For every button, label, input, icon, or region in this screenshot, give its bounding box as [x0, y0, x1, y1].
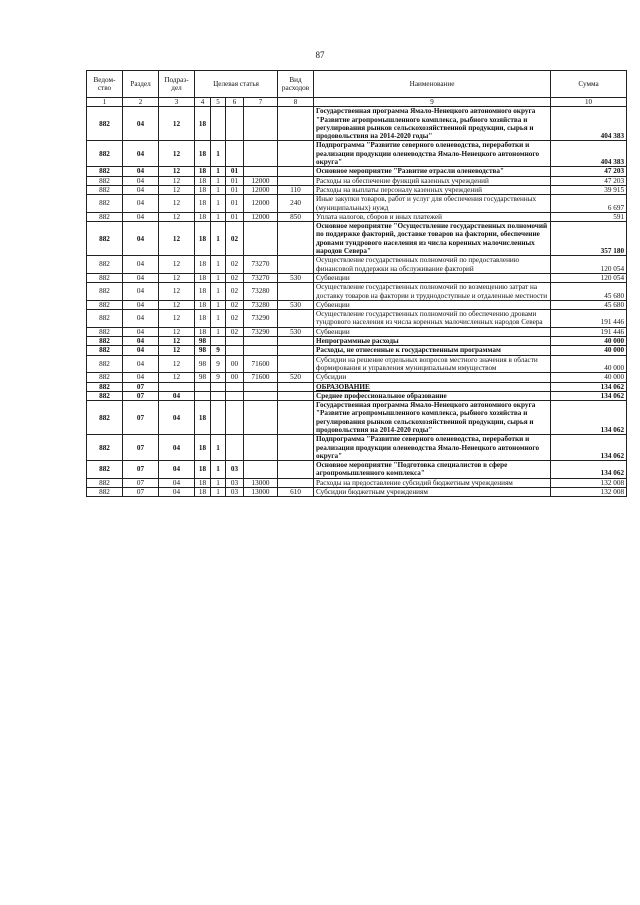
subprogram-code-cell: 1: [211, 195, 226, 213]
name-cell: Основное мероприятие "Развитие отрасли оленеводства": [314, 167, 551, 176]
expense-type-cell: 850: [278, 212, 314, 221]
column-number: 5: [211, 98, 226, 107]
direction-code-cell: 71600: [244, 373, 278, 382]
amount-cell: 191 446: [551, 310, 627, 328]
subprogram-code-cell: [211, 401, 226, 435]
podrazdel-cell: 12: [159, 195, 195, 213]
razdel-cell: 04: [123, 327, 159, 336]
amount-cell: 191 446: [551, 327, 627, 336]
podrazdel-cell: 12: [159, 167, 195, 176]
table-row: [87, 310, 627, 328]
direction-code-cell: 71600: [244, 355, 278, 373]
direction-code-cell: 12000: [244, 176, 278, 185]
subprogram-code-cell: [211, 107, 226, 141]
expense-type-cell: [278, 435, 314, 461]
expense-type-cell: [278, 337, 314, 346]
expense-type-cell: 110: [278, 185, 314, 194]
razdel-cell: 04: [123, 195, 159, 213]
name-cell: Государственная программа Ямало-Ненецкого автономного округа "Развитие агропромышленного комплекса, рыбного хозяйства и регулирования рынков сельскохозяйственной продукции, сырья и продовольствия на 2014-2020 годы": [314, 107, 551, 141]
activity-code-cell: 01: [226, 212, 244, 221]
amount-cell: 40 000: [551, 346, 627, 355]
direction-code-cell: [244, 461, 278, 479]
vedomstvo-cell: 882: [87, 435, 123, 461]
vedomstvo-cell: 882: [87, 488, 123, 497]
activity-code-cell: [226, 346, 244, 355]
direction-code-cell: [244, 435, 278, 461]
name-cell: Государственная программа Ямало-Ненецкого автономного округа "Развитие агропромышленного комплекса, рыбного хозяйства и регулирования рынков сельскохозяйственной продукции, сырья и продовольствия на 2014-2020 годы": [314, 401, 551, 435]
expense-type-cell: 240: [278, 195, 314, 213]
activity-code-cell: [226, 107, 244, 141]
expense-type-cell: [278, 478, 314, 487]
table-row: [87, 327, 627, 336]
table-row: [87, 273, 627, 282]
expense-type-cell: 610: [278, 488, 314, 497]
name-cell: Среднее профессиональное образование: [314, 391, 551, 400]
expense-type-cell: [278, 401, 314, 435]
table-row: [87, 212, 627, 221]
vedomstvo-cell: 882: [87, 401, 123, 435]
subprogram-code-cell: [211, 337, 226, 346]
amount-cell: 404 383: [551, 107, 627, 141]
razdel-cell: 07: [123, 382, 159, 391]
expense-type-cell: [278, 310, 314, 328]
activity-code-cell: 03: [226, 461, 244, 479]
razdel-cell: 04: [123, 222, 159, 256]
amount-cell: 120 054: [551, 256, 627, 274]
expense-type-cell: [278, 256, 314, 274]
program-code-cell: [195, 391, 211, 400]
budget-table: [86, 70, 627, 497]
razdel-cell: 07: [123, 435, 159, 461]
razdel-cell: 07: [123, 461, 159, 479]
podrazdel-cell: 12: [159, 300, 195, 309]
razdel-cell: 04: [123, 176, 159, 185]
podrazdel-cell: 04: [159, 488, 195, 497]
activity-code-cell: 01: [226, 167, 244, 176]
table-row: [87, 478, 627, 487]
direction-code-cell: 13000: [244, 488, 278, 497]
podrazdel-cell: [159, 382, 195, 391]
name-cell: Основное мероприятие "Осуществление государственных полномочий по поддержке факторий, доставке товаров на фактории, обеспечение дровами тундрового населения из числа коренных малочисленных народов Севера": [314, 222, 551, 256]
subprogram-code-cell: 1: [211, 327, 226, 336]
program-code-cell: 18: [195, 141, 211, 167]
direction-code-cell: 73270: [244, 256, 278, 274]
subprogram-code-cell: 1: [211, 256, 226, 274]
subprogram-code-cell: 1: [211, 141, 226, 167]
razdel-cell: 04: [123, 373, 159, 382]
name-cell: Иные закупки товаров, работ и услуг для обеспечения государственных (муниципальных) нужд: [314, 195, 551, 213]
amount-cell: 39 915: [551, 185, 627, 194]
direction-code-cell: 73270: [244, 273, 278, 282]
subprogram-code-cell: [211, 391, 226, 400]
activity-code-cell: 03: [226, 488, 244, 497]
subprogram-code-cell: 1: [211, 176, 226, 185]
activity-code-cell: 00: [226, 355, 244, 373]
program-code-cell: 98: [195, 355, 211, 373]
activity-code-cell: 02: [226, 310, 244, 328]
name-cell: Субвенции: [314, 327, 551, 336]
header-razdel: Раздел: [123, 71, 159, 98]
vedomstvo-cell: 882: [87, 195, 123, 213]
expense-type-cell: [278, 346, 314, 355]
name-cell: Основное мероприятие "Подготовка специалистов в сфере агропромышленного комплекса": [314, 461, 551, 479]
razdel-cell: 04: [123, 212, 159, 221]
program-code-cell: 18: [195, 478, 211, 487]
subprogram-code-cell: 1: [211, 283, 226, 301]
expense-type-cell: [278, 355, 314, 373]
program-code-cell: 18: [195, 195, 211, 213]
subprogram-code-cell: 1: [211, 185, 226, 194]
program-code-cell: 98: [195, 346, 211, 355]
name-cell: ОБРАЗОВАНИЕ: [314, 382, 551, 391]
activity-code-cell: [226, 141, 244, 167]
vedomstvo-cell: 882: [87, 478, 123, 487]
vedomstvo-cell: 882: [87, 355, 123, 373]
expense-type-cell: 520: [278, 373, 314, 382]
amount-cell: 404 383: [551, 141, 627, 167]
activity-code-cell: 01: [226, 195, 244, 213]
podrazdel-cell: 12: [159, 355, 195, 373]
table-row: [87, 141, 627, 167]
razdel-cell: 07: [123, 401, 159, 435]
column-number: 3: [159, 98, 195, 107]
razdel-cell: 04: [123, 107, 159, 141]
razdel-cell: 04: [123, 283, 159, 301]
name-cell: Субсидии: [314, 373, 551, 382]
table-row: [87, 107, 627, 141]
razdel-cell: 07: [123, 478, 159, 487]
expense-type-cell: [278, 382, 314, 391]
direction-code-cell: 73280: [244, 283, 278, 301]
table-row: [87, 488, 627, 497]
vedomstvo-cell: 882: [87, 337, 123, 346]
amount-cell: 134 062: [551, 391, 627, 400]
amount-cell: 134 062: [551, 435, 627, 461]
amount-cell: 45 680: [551, 300, 627, 309]
razdel-cell: 04: [123, 337, 159, 346]
direction-code-cell: 12000: [244, 185, 278, 194]
program-code-cell: 18: [195, 488, 211, 497]
column-number: 6: [226, 98, 244, 107]
column-number: 1: [87, 98, 123, 107]
amount-cell: 120 054: [551, 273, 627, 282]
activity-code-cell: 02: [226, 273, 244, 282]
amount-cell: 47 203: [551, 176, 627, 185]
name-cell: Субвенции: [314, 273, 551, 282]
name-cell: Расходы на предоставление субсидий бюджетным учреждениям: [314, 478, 551, 487]
razdel-cell: 04: [123, 256, 159, 274]
table-row: [87, 337, 627, 346]
activity-code-cell: 02: [226, 327, 244, 336]
name-cell: Субсидии бюджетным учреждениям: [314, 488, 551, 497]
subprogram-code-cell: 1: [211, 212, 226, 221]
table-row: [87, 167, 627, 176]
amount-cell: 591: [551, 212, 627, 221]
table-row: [87, 256, 627, 274]
direction-code-cell: [244, 141, 278, 167]
activity-code-cell: 02: [226, 222, 244, 256]
page-number: 87: [315, 50, 325, 60]
vedomstvo-cell: 882: [87, 391, 123, 400]
expense-type-cell: [278, 222, 314, 256]
vedomstvo-cell: 882: [87, 300, 123, 309]
podrazdel-cell: 12: [159, 222, 195, 256]
podrazdel-cell: 12: [159, 283, 195, 301]
name-cell: Непрограммные расходы: [314, 337, 551, 346]
program-code-cell: 18: [195, 256, 211, 274]
table-row: [87, 391, 627, 400]
header-vedomstvo: Ведом-ство: [87, 71, 123, 98]
razdel-cell: 04: [123, 273, 159, 282]
razdel-cell: 04: [123, 310, 159, 328]
column-number: 8: [278, 98, 314, 107]
expense-type-cell: [278, 283, 314, 301]
subprogram-code-cell: 9: [211, 355, 226, 373]
podrazdel-cell: 12: [159, 373, 195, 382]
razdel-cell: 04: [123, 355, 159, 373]
podrazdel-cell: 12: [159, 273, 195, 282]
direction-code-cell: 13000: [244, 478, 278, 487]
amount-cell: 6 697: [551, 195, 627, 213]
subprogram-code-cell: 1: [211, 222, 226, 256]
vedomstvo-cell: 882: [87, 346, 123, 355]
razdel-cell: 04: [123, 346, 159, 355]
name-cell: Уплата налогов, сборов и иных платежей: [314, 212, 551, 221]
podrazdel-cell: 04: [159, 401, 195, 435]
razdel-cell: 04: [123, 185, 159, 194]
vedomstvo-cell: 882: [87, 461, 123, 479]
direction-code-cell: [244, 107, 278, 141]
amount-cell: 40 000: [551, 355, 627, 373]
program-code-cell: 18: [195, 327, 211, 336]
activity-code-cell: [226, 337, 244, 346]
name-cell: Расходы на выплаты персоналу казенных учреждений: [314, 185, 551, 194]
header-naimenovanie: Наименование: [314, 71, 551, 98]
subprogram-code-cell: 1: [211, 273, 226, 282]
podrazdel-cell: 12: [159, 141, 195, 167]
vedomstvo-cell: 882: [87, 107, 123, 141]
header-vid-rashodov: Вид расходов: [278, 71, 314, 98]
name-cell: Расходы на обеспечение функций казенных учреждений: [314, 176, 551, 185]
activity-code-cell: 02: [226, 300, 244, 309]
vedomstvo-cell: 882: [87, 283, 123, 301]
vedomstvo-cell: 882: [87, 176, 123, 185]
amount-cell: 134 062: [551, 461, 627, 479]
amount-cell: 40 000: [551, 337, 627, 346]
direction-code-cell: [244, 401, 278, 435]
table-row: [87, 195, 627, 213]
column-number-row: [87, 98, 627, 107]
expense-type-cell: [278, 176, 314, 185]
subprogram-code-cell: 9: [211, 373, 226, 382]
program-code-cell: 18: [195, 167, 211, 176]
subprogram-code-cell: 1: [211, 478, 226, 487]
podrazdel-cell: 12: [159, 256, 195, 274]
vedomstvo-cell: 882: [87, 327, 123, 336]
direction-code-cell: [244, 167, 278, 176]
program-code-cell: 18: [195, 107, 211, 141]
amount-cell: 132 008: [551, 478, 627, 487]
activity-code-cell: [226, 382, 244, 391]
razdel-cell: 07: [123, 391, 159, 400]
name-cell: Субсидии на решение отдельных вопросов местного значения в области формирования и управления муниципальным имуществом: [314, 355, 551, 373]
podrazdel-cell: 12: [159, 176, 195, 185]
program-code-cell: 18: [195, 300, 211, 309]
column-number: 2: [123, 98, 159, 107]
vedomstvo-cell: 882: [87, 222, 123, 256]
subprogram-code-cell: 1: [211, 461, 226, 479]
activity-code-cell: 00: [226, 373, 244, 382]
podrazdel-cell: 04: [159, 461, 195, 479]
subprogram-code-cell: 1: [211, 310, 226, 328]
column-number: 4: [195, 98, 211, 107]
column-number: 7: [244, 98, 278, 107]
direction-code-cell: [244, 346, 278, 355]
podrazdel-cell: 12: [159, 337, 195, 346]
amount-cell: 45 680: [551, 283, 627, 301]
direction-code-cell: 12000: [244, 195, 278, 213]
podrazdel-cell: 12: [159, 327, 195, 336]
direction-code-cell: [244, 382, 278, 391]
podrazdel-cell: 12: [159, 346, 195, 355]
name-cell: Осуществление государственных полномочий по предоставлению финансовой поддержки на обслуживание факторий: [314, 256, 551, 274]
activity-code-cell: 01: [226, 185, 244, 194]
name-cell: Подпрограмма "Развитие северного оленеводства, переработки и реализации продукции оленеводства Ямало-Ненецкого автономного округа": [314, 141, 551, 167]
table-row: [87, 222, 627, 256]
name-cell: Осуществление государственных полномочий по возмещению затрат на доставку товаров на фактории и труднодоступные и отдаленные местности: [314, 283, 551, 301]
program-code-cell: 98: [195, 373, 211, 382]
expense-type-cell: 530: [278, 327, 314, 336]
direction-code-cell: [244, 337, 278, 346]
table-row: [87, 435, 627, 461]
table-row: [87, 373, 627, 382]
expense-type-cell: [278, 167, 314, 176]
subprogram-code-cell: 9: [211, 346, 226, 355]
podrazdel-cell: 12: [159, 107, 195, 141]
direction-code-cell: [244, 222, 278, 256]
name-cell: Расходы, не отнесенные к государственным программам: [314, 346, 551, 355]
amount-cell: 134 062: [551, 382, 627, 391]
expense-type-cell: [278, 107, 314, 141]
vedomstvo-cell: 882: [87, 273, 123, 282]
razdel-cell: 04: [123, 167, 159, 176]
table-row: [87, 461, 627, 479]
vedomstvo-cell: 882: [87, 185, 123, 194]
razdel-cell: 04: [123, 141, 159, 167]
table-row: [87, 401, 627, 435]
header-celevaya-statya: Целевая статья: [195, 71, 278, 98]
direction-code-cell: [244, 391, 278, 400]
subprogram-code-cell: 1: [211, 488, 226, 497]
table-row: [87, 185, 627, 194]
amount-cell: 132 008: [551, 488, 627, 497]
column-number: 9: [314, 98, 551, 107]
amount-cell: 40 000: [551, 373, 627, 382]
program-code-cell: 18: [195, 212, 211, 221]
podrazdel-cell: 12: [159, 185, 195, 194]
expense-type-cell: 530: [278, 273, 314, 282]
header-summa: Сумма: [551, 71, 627, 98]
name-cell: Подпрограмма "Развитие северного оленеводства, переработки и реализации продукции оленеводства Ямало-Ненецкого автономного округа": [314, 435, 551, 461]
razdel-cell: 04: [123, 300, 159, 309]
column-number: 10: [551, 98, 627, 107]
expense-type-cell: [278, 391, 314, 400]
program-code-cell: 18: [195, 283, 211, 301]
header-podrazdel: Подраз-дел: [159, 71, 195, 98]
subprogram-code-cell: 1: [211, 435, 226, 461]
program-code-cell: 18: [195, 310, 211, 328]
direction-code-cell: 73280: [244, 300, 278, 309]
table-row: [87, 176, 627, 185]
activity-code-cell: 03: [226, 478, 244, 487]
expense-type-cell: 530: [278, 300, 314, 309]
amount-cell: 47 203: [551, 167, 627, 176]
direction-code-cell: 12000: [244, 212, 278, 221]
amount-cell: 357 180: [551, 222, 627, 256]
amount-cell: 134 062: [551, 401, 627, 435]
program-code-cell: 18: [195, 222, 211, 256]
vedomstvo-cell: 882: [87, 212, 123, 221]
table-row: [87, 300, 627, 309]
name-cell: Осуществление государственных полномочий по обеспечению дровами тундрового населения из числа коренных малочисленных народов Севера: [314, 310, 551, 328]
header-row: [87, 71, 627, 98]
subprogram-code-cell: 1: [211, 300, 226, 309]
subprogram-code-cell: 1: [211, 167, 226, 176]
table-row: [87, 346, 627, 355]
activity-code-cell: 01: [226, 176, 244, 185]
program-code-cell: [195, 382, 211, 391]
table-row: [87, 283, 627, 301]
vedomstvo-cell: 882: [87, 167, 123, 176]
program-code-cell: 18: [195, 401, 211, 435]
vedomstvo-cell: 882: [87, 141, 123, 167]
podrazdel-cell: 12: [159, 310, 195, 328]
activity-code-cell: 02: [226, 256, 244, 274]
direction-code-cell: 73290: [244, 310, 278, 328]
activity-code-cell: [226, 391, 244, 400]
program-code-cell: 18: [195, 273, 211, 282]
razdel-cell: 07: [123, 488, 159, 497]
podrazdel-cell: 04: [159, 478, 195, 487]
subprogram-code-cell: [211, 382, 226, 391]
vedomstvo-cell: 882: [87, 382, 123, 391]
podrazdel-cell: 12: [159, 212, 195, 221]
podrazdel-cell: 04: [159, 391, 195, 400]
expense-type-cell: [278, 141, 314, 167]
direction-code-cell: 73290: [244, 327, 278, 336]
program-code-cell: 18: [195, 185, 211, 194]
activity-code-cell: [226, 435, 244, 461]
vedomstvo-cell: 882: [87, 373, 123, 382]
expense-type-cell: [278, 461, 314, 479]
name-cell: Субвенции: [314, 300, 551, 309]
activity-code-cell: 02: [226, 283, 244, 301]
vedomstvo-cell: 882: [87, 310, 123, 328]
program-code-cell: 98: [195, 337, 211, 346]
table-row: [87, 355, 627, 373]
podrazdel-cell: 04: [159, 435, 195, 461]
program-code-cell: 18: [195, 435, 211, 461]
program-code-cell: 18: [195, 461, 211, 479]
table-row: [87, 382, 627, 391]
activity-code-cell: [226, 401, 244, 435]
program-code-cell: 18: [195, 176, 211, 185]
vedomstvo-cell: 882: [87, 256, 123, 274]
